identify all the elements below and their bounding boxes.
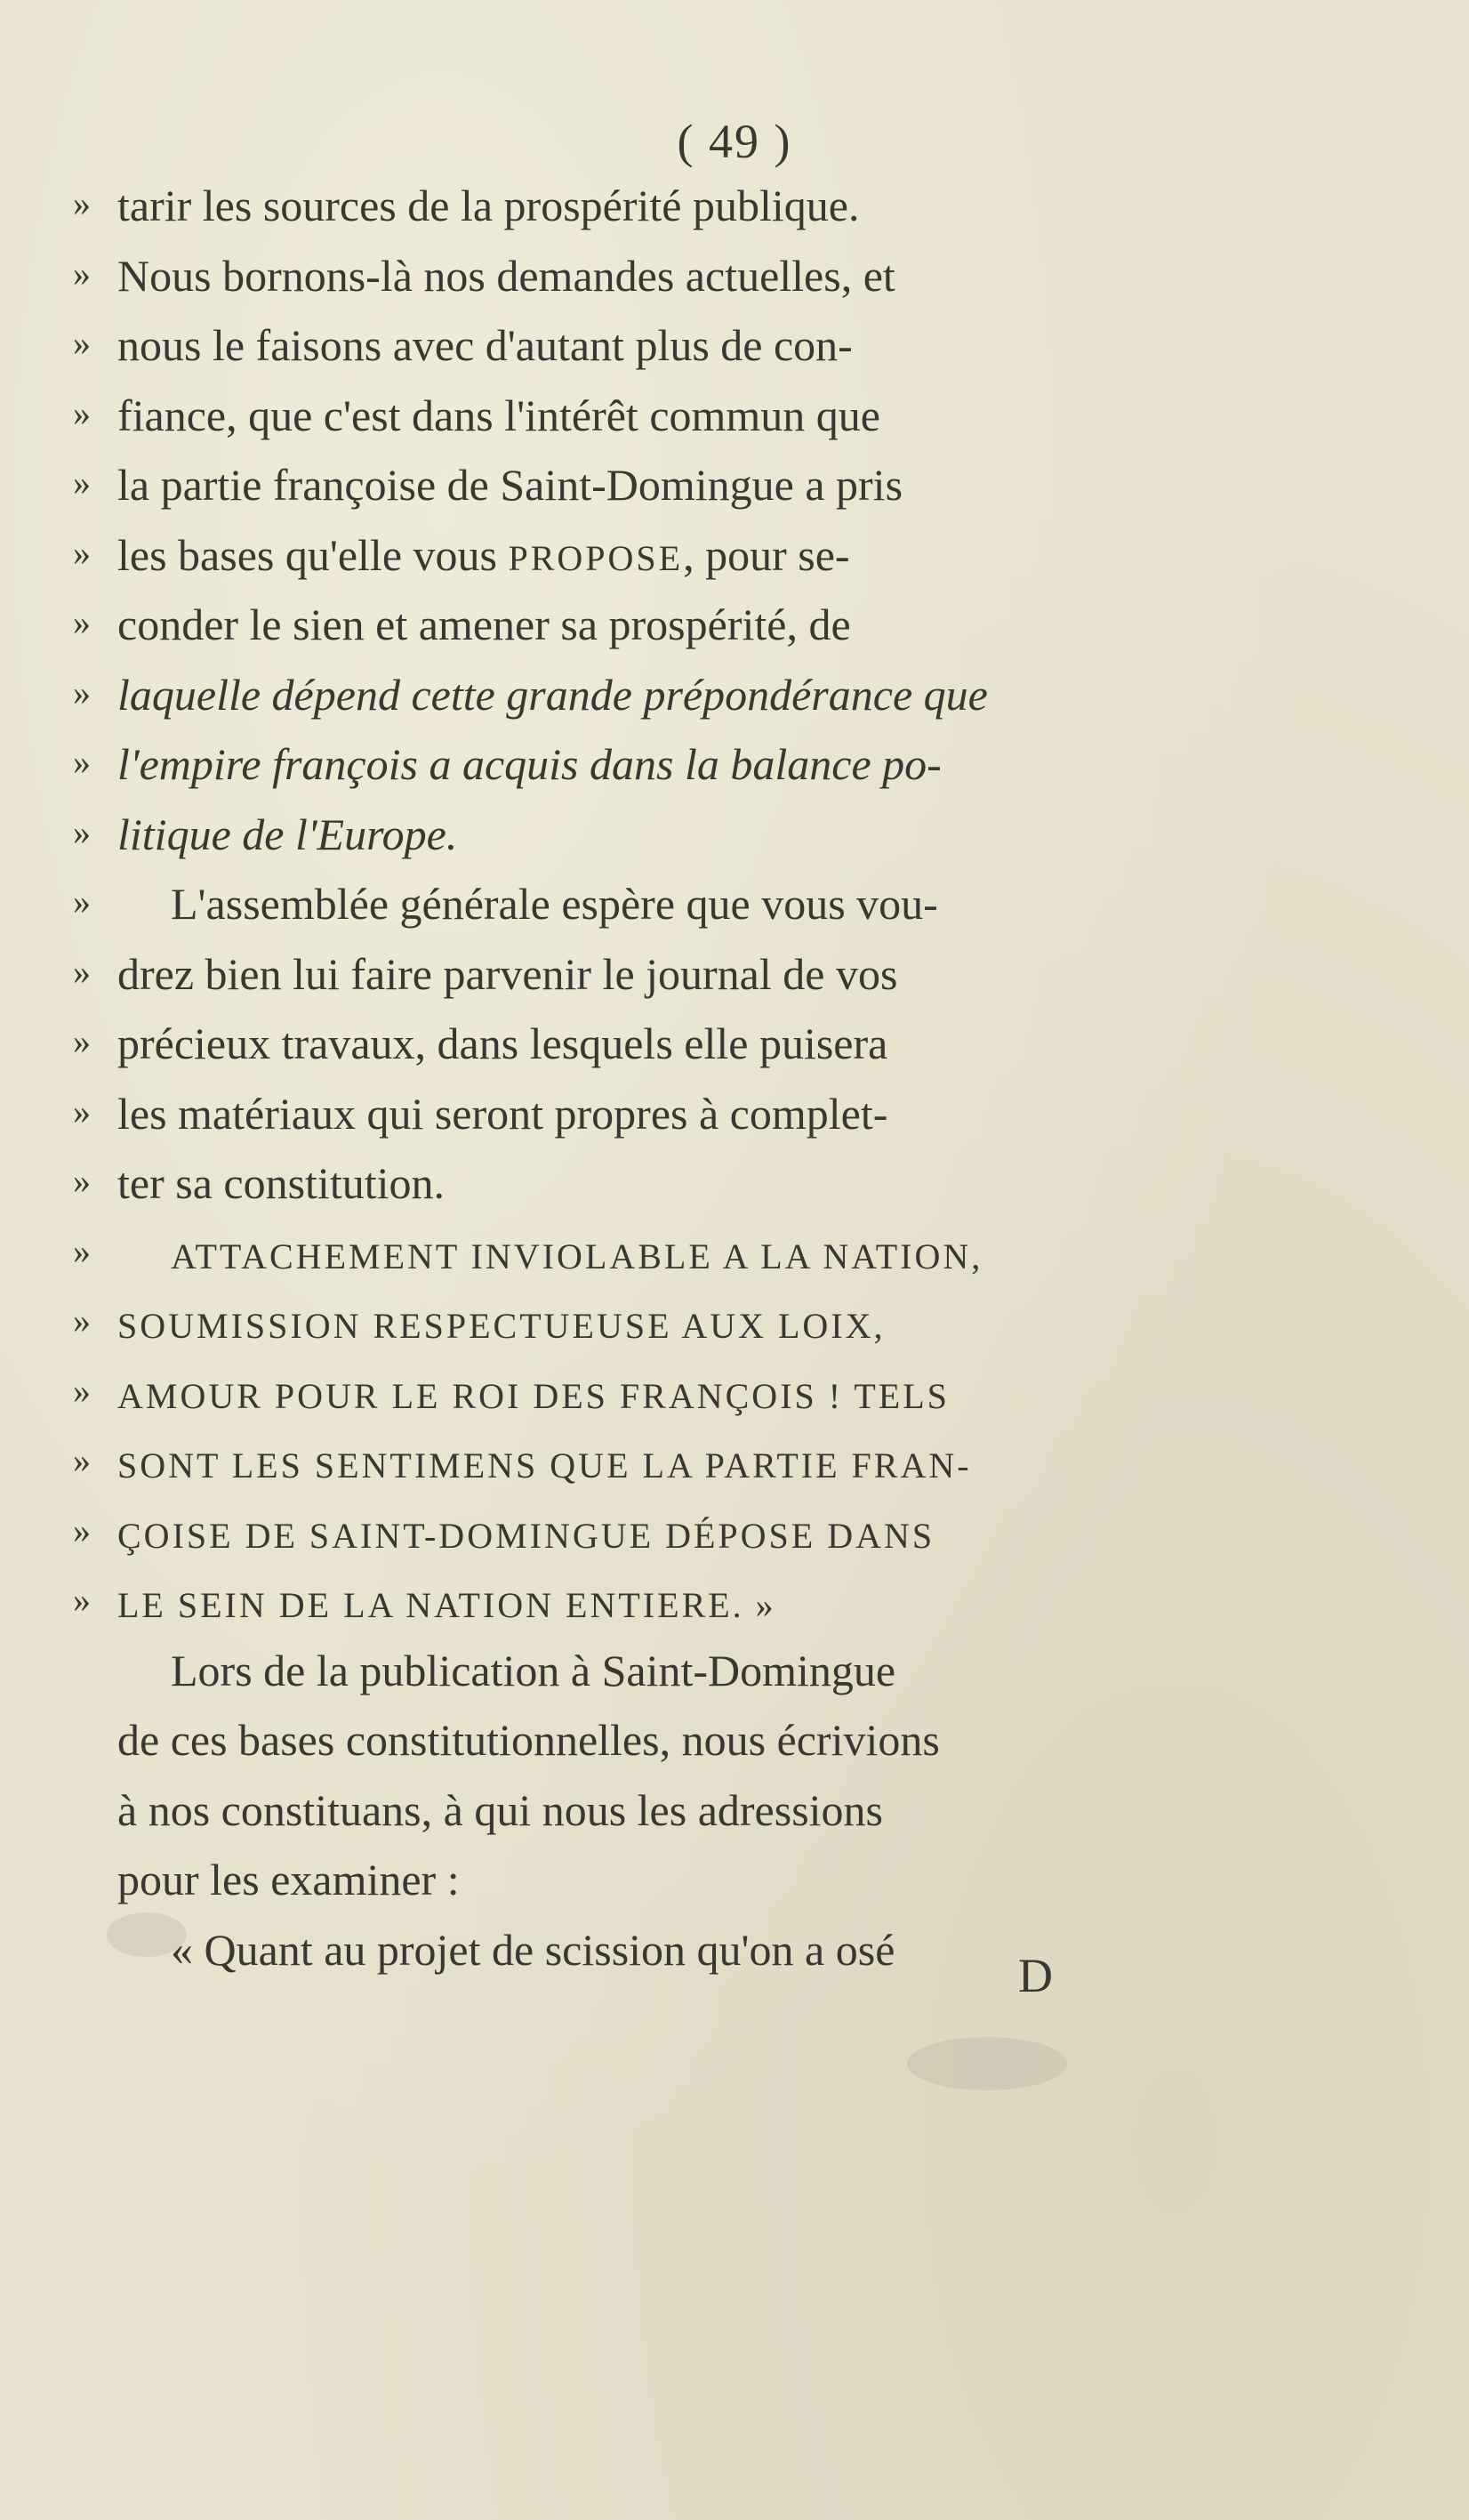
text-segment: les matériaux qui seront propres à complet- [117, 1088, 888, 1139]
quote-mark: » [73, 1091, 91, 1131]
text-segment: l'empire françois a acquis dans la balance po- [117, 739, 942, 789]
quote-mark: » [73, 602, 91, 642]
text-segment: de ces bases constitutionnelles, nous écrivions [117, 1715, 940, 1765]
quote-mark: » [73, 811, 91, 852]
quote-mark: » [73, 183, 91, 223]
text-segment: ATTACHEMENT INVIOLABLE A LA NATION, [171, 1236, 983, 1276]
text-segment: Lors de la publication à Saint-Domingue [171, 1645, 896, 1695]
text-line [73, 1357, 1300, 1427]
text-segment: , pour se- [683, 529, 850, 580]
text-segment: ÇOISE DE SAINT-DOMINGUE DÉPOSE DANS [117, 1515, 935, 1556]
page-number: ( 49 ) [677, 115, 792, 168]
text-line [73, 309, 1300, 379]
quote-mark: » [73, 253, 91, 294]
text-line [73, 1705, 1300, 1775]
text-line [73, 938, 1300, 1008]
text-line [73, 1496, 1300, 1566]
text-line [73, 867, 1300, 938]
text-line [73, 1775, 1300, 1846]
body-text [73, 169, 1300, 1985]
quote-mark: » [73, 742, 91, 782]
paper-stain [907, 2037, 1067, 2090]
quote-mark: » [73, 1230, 91, 1271]
quote-mark: » [73, 1021, 91, 1061]
text-segment: drez bien lui faire parvenir le journal de vos [117, 948, 898, 999]
quote-mark: » [73, 1510, 91, 1550]
text-line [73, 1007, 1300, 1077]
text-line [73, 728, 1300, 798]
text-line [73, 1286, 1300, 1357]
quote-mark: » [73, 463, 91, 503]
quote-mark: » [73, 951, 91, 992]
text-line [73, 798, 1300, 868]
text-line [73, 1217, 1300, 1287]
text-segment: nous le faisons avec d'autant plus de con- [117, 320, 853, 370]
quote-mark: » [73, 1161, 91, 1201]
quote-mark: » [73, 323, 91, 363]
text-line [73, 379, 1300, 449]
text-segment: « Quant au projet de scission qu'on a osé [171, 1924, 895, 1975]
text-segment: PROPOSE [508, 537, 684, 578]
text-segment: Nous bornons-là nos demandes actuelles, et [117, 250, 895, 301]
text-line [73, 1147, 1300, 1217]
quote-mark: » [73, 672, 91, 713]
text-segment: la partie françoise de Saint-Domingue a pris [117, 460, 903, 510]
text-segment: litique de l'Europe. [117, 809, 458, 859]
text-line [73, 519, 1300, 589]
text-line [73, 448, 1300, 519]
quote-mark: » [73, 882, 91, 922]
quote-mark: » [73, 1580, 91, 1620]
text-line [73, 588, 1300, 658]
text-line [73, 1426, 1300, 1496]
text-line [73, 169, 1300, 239]
text-segment: AMOUR POUR LE ROI DES FRANÇOIS ! TELS [117, 1375, 950, 1416]
text-segment: pour les examiner : [117, 1855, 460, 1904]
text-line [73, 1566, 1300, 1636]
text-line [73, 1077, 1300, 1147]
text-segment: fiance, que c'est dans l'intérêt commun que [117, 390, 880, 440]
text-segment: L'assemblée générale espère que vous vou- [171, 879, 938, 929]
text-segment: SONT LES SENTIMENS QUE LA PARTIE FRAN- [117, 1445, 972, 1485]
text-line [73, 1845, 1300, 1915]
text-line [73, 1915, 1300, 1985]
signature-mark: D [1018, 1949, 1053, 2002]
text-line [73, 239, 1300, 310]
quote-mark: » [73, 1370, 91, 1411]
quote-mark: » [73, 532, 91, 573]
text-segment: LE SEIN DE LA NATION ENTIERE. » [117, 1585, 776, 1625]
text-segment: les bases qu'elle vous [117, 529, 509, 580]
text-line [73, 1636, 1300, 1706]
text-segment: SOUMISSION RESPECTUEUSE AUX LOIX, [117, 1306, 886, 1346]
quote-mark: » [73, 1440, 91, 1480]
text-segment: conder le sien et amener sa prospérité, de [117, 600, 851, 649]
text-segment: à nos constituans, à qui nous les adressions [117, 1784, 884, 1835]
text-line [73, 658, 1300, 729]
quote-mark: » [73, 392, 91, 433]
text-segment: tarir les sources de la prospérité publique. [117, 181, 860, 230]
quote-mark: » [73, 1300, 91, 1341]
text-segment: laquelle dépend cette grande prépondérance que [117, 669, 988, 720]
text-segment: précieux travaux, dans lesquels elle puisera [117, 1018, 888, 1068]
text-segment: ter sa constitution. [117, 1158, 445, 1208]
